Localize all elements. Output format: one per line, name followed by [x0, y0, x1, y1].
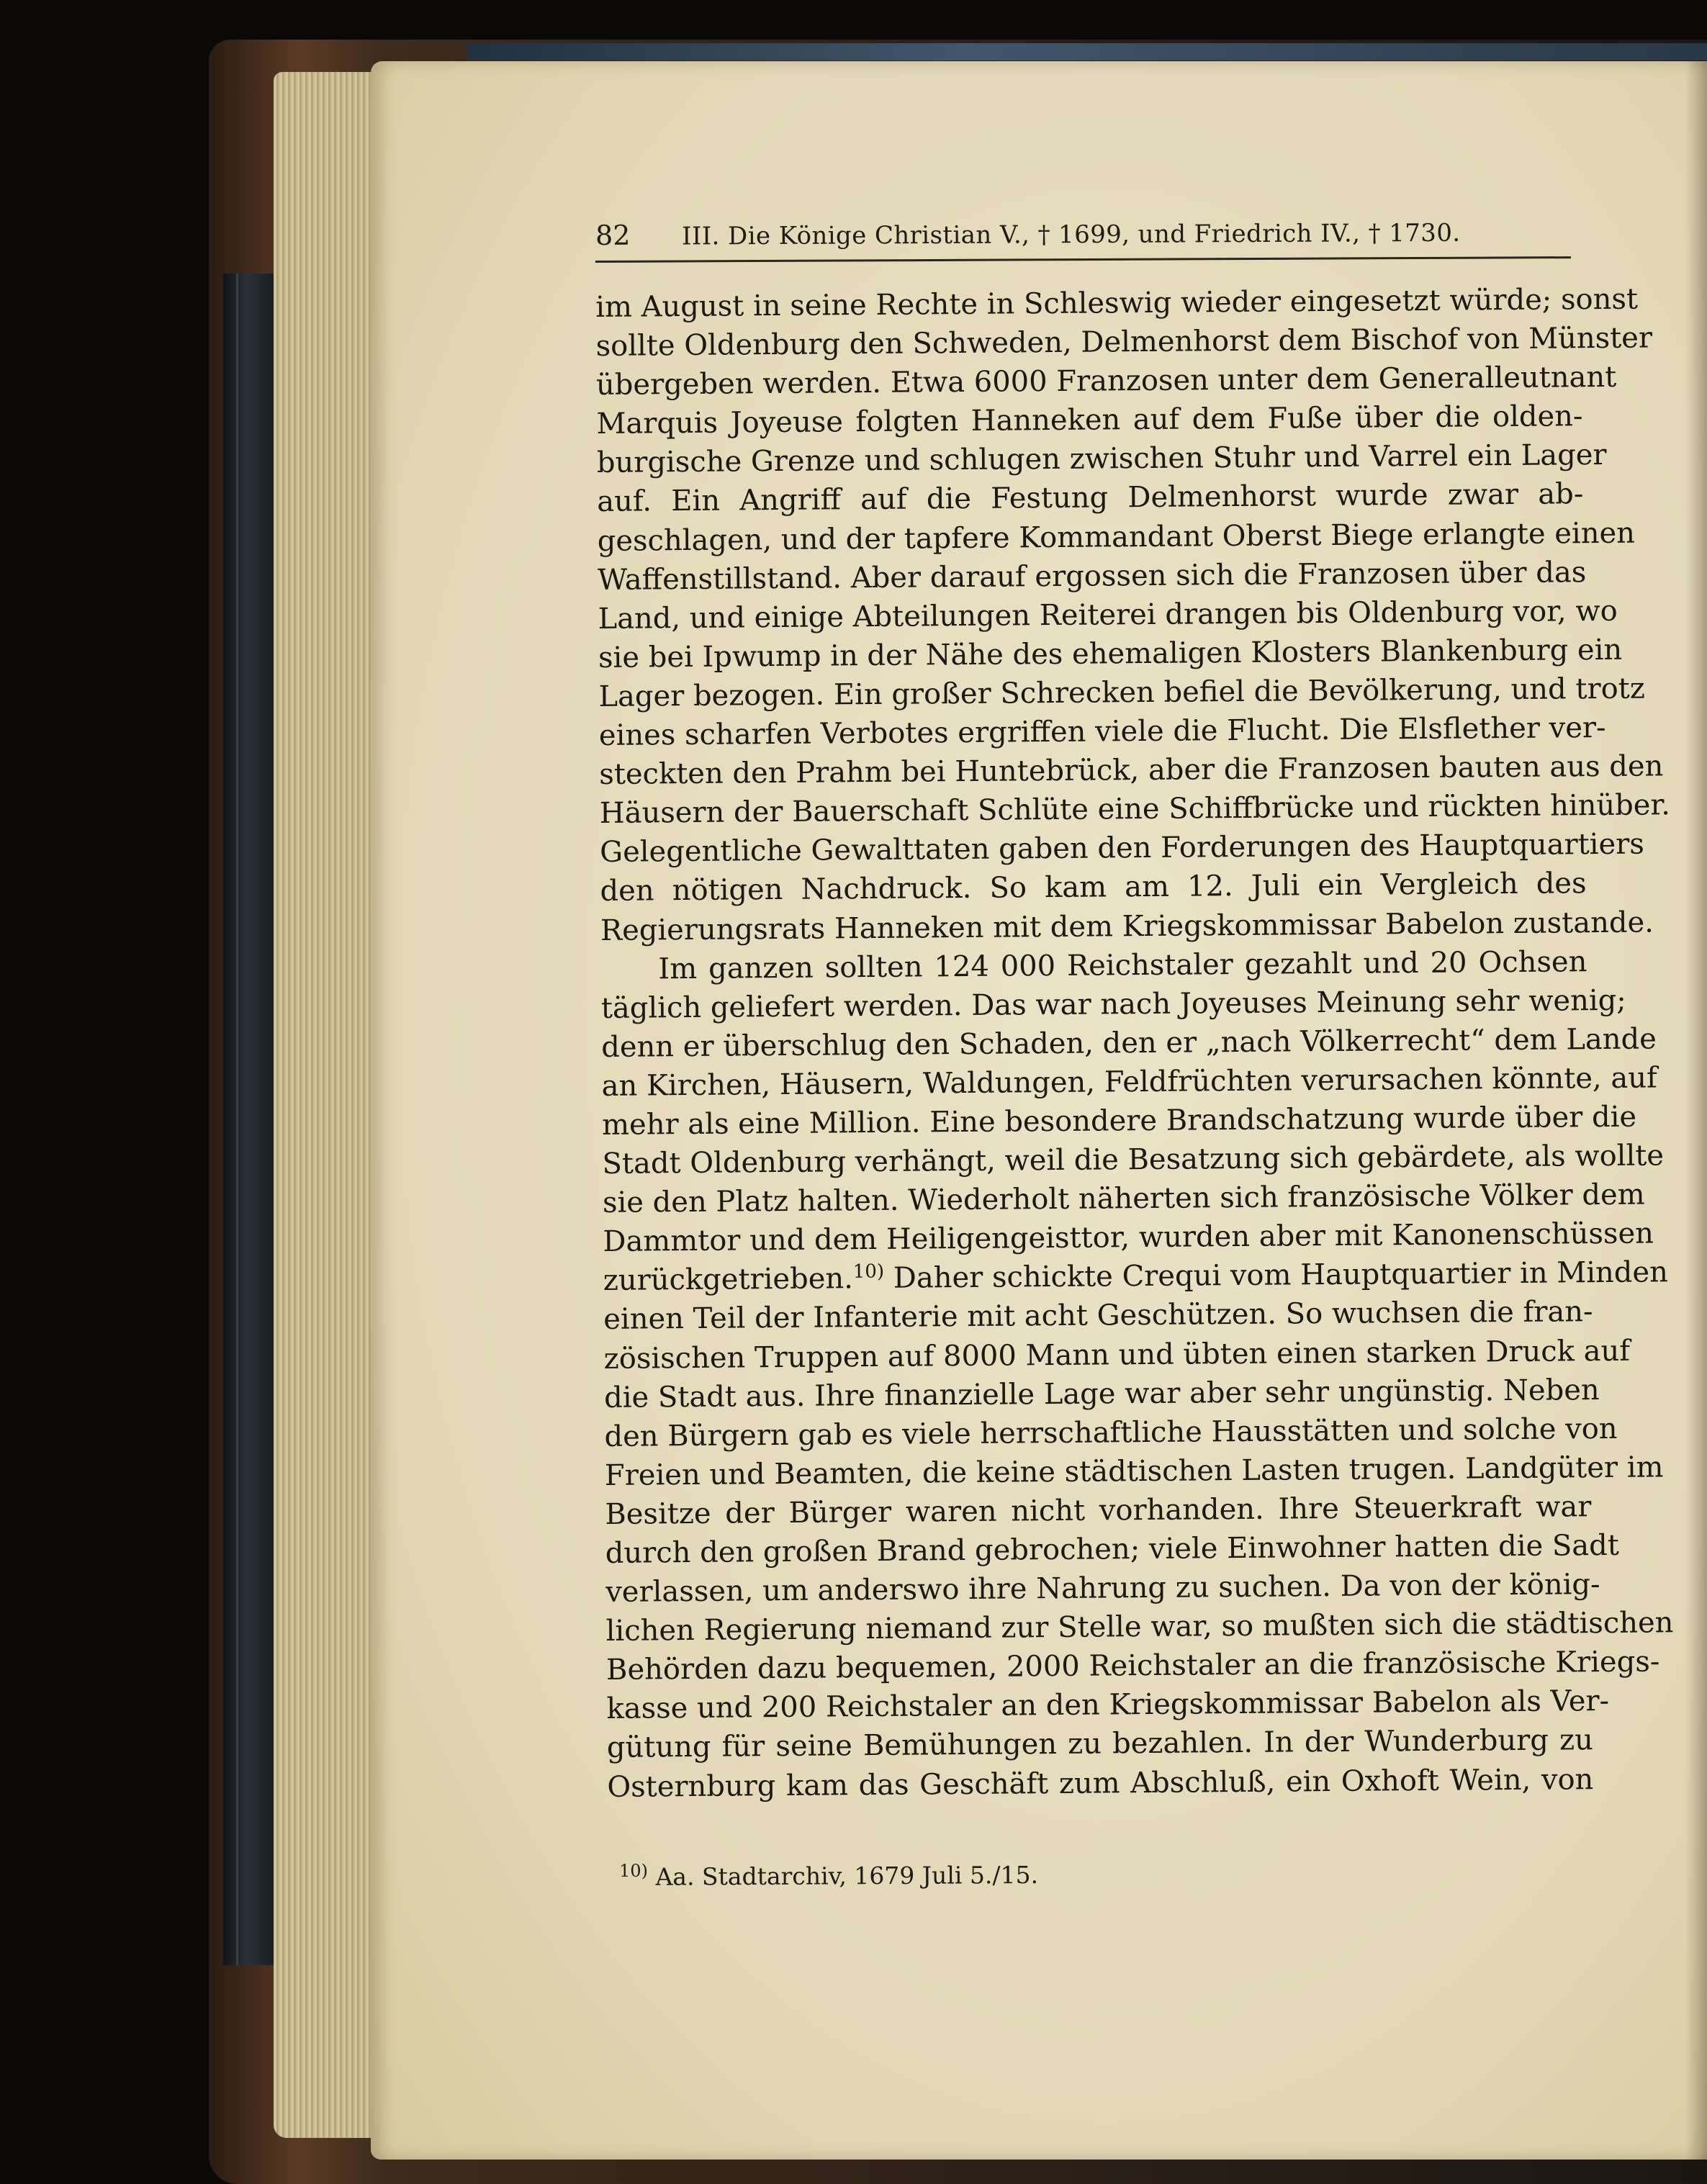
text-line: Häusern der Bauerschaft Schlüte eine Schiffbrücke und rückten hinüber.: [599, 788, 1671, 831]
text-line: übergeben werden. Etwa 6000 Franzosen unter dem Generalleutnant: [595, 361, 1617, 402]
text-line: Im ganzen sollten 124 000 Reichstaler gezahlt und 20 Ochsen: [658, 944, 1587, 985]
footnote-text: Aa. Stadtarchiv, 1679 Juli 5./15.: [647, 1860, 1039, 1891]
text-line: Lager bezogen. Ein großer Schrecken befiel die Bevölkerung, und trotz: [598, 672, 1646, 713]
text-line: im August in seine Rechte in Schleswig wieder eingesetzt würde; sonst: [595, 282, 1639, 324]
text-line: sie bei Ipwump in der Nähe des ehemaligen Klosters Blankenburg ein: [598, 633, 1623, 674]
running-header: [595, 215, 1571, 263]
text-line: Marquis Joyeuse folgten Hanneken auf dem Fuße über die olden-: [596, 400, 1583, 441]
text-segment: Daher schickte Crequi vom Hauptquartier in Minden: [883, 1255, 1669, 1296]
text-line: Stadt Oldenburg verhängt, weil die Besatzung sich gebärdete, als wollte: [602, 1139, 1665, 1181]
text-line: sie den Platz halten. Wiederholt näherten sich französische Völker dem: [602, 1178, 1645, 1220]
text-line: geschlagen, und der tapfere Kommandant Oberst Biege erlangte einen: [597, 516, 1636, 558]
text-line: lichen Regierung niemand zur Stelle war, so mußten sich die städtischen: [605, 1606, 1674, 1648]
text-line: die Stadt aus. Ihre finanzielle Lage war aber sehr ungünstig. Neben: [603, 1373, 1600, 1414]
text-line: täglich geliefert werden. Das war nach Joyeuses Meinung sehr wenig;: [600, 983, 1626, 1025]
text-line: Land, und einige Abteilungen Reiterei drangen bis Oldenburg vor, wo: [598, 594, 1618, 636]
text-line: gütung für seine Bemühungen zu bezahlen. In der Wunderburg zu: [606, 1723, 1594, 1765]
text-line: kasse und 200 Reichstaler an den Kriegskommissar Babelon als Ver-: [606, 1684, 1610, 1726]
text-line: Waffenstillstand. Aber darauf ergossen sich die Franzosen über das: [598, 555, 1587, 597]
text-line: Dammtor und dem Heiligengeisttor, wurden aber mit Kanonenschüssen: [603, 1217, 1654, 1259]
text-line: zösischen Truppen auf 8000 Mann und übten einen starken Druck auf: [603, 1334, 1631, 1376]
text-line: auf. Ein Angriff auf die Festung Delmenhorst wurde zwar ab-: [597, 477, 1584, 519]
page-gutter: [1685, 61, 1707, 2160]
text-line: an Kirchen, Häusern, Waldungen, Feldfrüchten verursachen könnte, auf: [601, 1061, 1657, 1103]
body-text: [595, 280, 1674, 1806]
footnote: [619, 1857, 1267, 1891]
text-segment: zurückgetrieben.: [603, 1262, 854, 1298]
text-line: den nötigen Nachdruck. So kam am 12. Juli ein Vergleich des: [600, 867, 1587, 908]
footnote-reference: 10): [852, 1260, 885, 1283]
text-line: einen Teil der Infanterie mit acht Geschützen. So wuchsen die fran-: [603, 1295, 1593, 1337]
text-line: Behörden dazu bequemen, 2000 Reichstaler an die französische Kriegs-: [605, 1645, 1660, 1687]
text-line: Gelegentliche Gewalttaten gaben den Forderungen des Hauptquartiers: [599, 827, 1644, 870]
running-head-title: III. Die Könige Christian V., † 1699, und Friedrich IV., † 1730.: [682, 218, 1461, 251]
text-line: Regierungsrats Hanneken mit dem Kriegskommissar Babelon zustande.: [600, 905, 1654, 947]
text-line: steckten den Prahm bei Huntebrück, aber die Franzosen bauten aus den: [599, 749, 1664, 792]
text-line: burgische Grenze und schlugen zwischen Stuhr und Varrel ein Lager: [596, 438, 1607, 480]
text-line: verlassen, um anderswo ihre Nahrung zu suchen. Da von der könig-: [605, 1568, 1600, 1610]
text-line: sollte Oldenburg den Schweden, Delmenhorst dem Bischof von Münster: [595, 321, 1653, 364]
text-line: durch den großen Brand gebrochen; viele Einwohner hatten die Sadt: [605, 1528, 1620, 1570]
page-number: 82: [595, 219, 631, 251]
footnote-mark: 10): [619, 1860, 649, 1881]
text-line: Osternburg kam das Geschäft zum Abschluß, ein Oxhoft Wein, von: [607, 1762, 1594, 1804]
top-binding-band: [468, 43, 1707, 60]
book-spine: [223, 274, 281, 1965]
text-line: Freien und Beamten, die keine städtischen Lasten trugen. Landgüter im: [604, 1450, 1664, 1492]
text-line: mehr als eine Million. Eine besondere Brandschatzung wurde über die: [601, 1100, 1637, 1142]
text-line: eines scharfen Verbotes ergriffen viele die Flucht. Die Elsflether ver-: [598, 711, 1606, 753]
text-line: Besitze der Bürger waren nicht vorhanden. Ihre Steuerkraft war: [605, 1490, 1592, 1531]
text-line: den Bürgern gab es viele herrschaftliche Hausstätten und solche von: [604, 1412, 1618, 1453]
text-line: denn er überschlug den Schaden, den er „nach Völkerrecht“ dem Lande: [601, 1022, 1657, 1064]
